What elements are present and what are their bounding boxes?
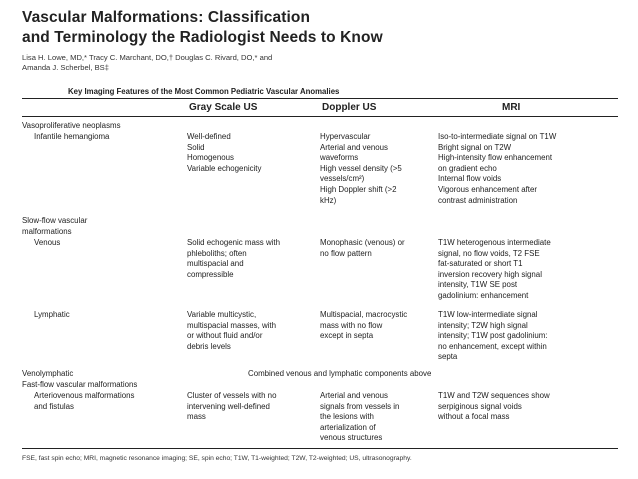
row-label-arteriovenous-malformations: Arteriovenous malformations and fistulas <box>34 391 135 411</box>
table-bottom-rule <box>22 448 618 449</box>
cell-venous-mri: T1W heterogenous intermediate signal, no flow voids, T2 FSE fat-saturated or short T1 inversion recovery high signal intensity, T1W SE post gadolinium: enhancement <box>438 238 551 300</box>
cell-avm-doppler: Arterial and venous signals from vessels in the lesions with arterialization of venous structures <box>320 391 400 443</box>
column-header-doppler-us: Doppler US <box>322 102 377 113</box>
cell-lymphatic-gray-scale: Variable multicystic, multispacial masses, with or without fluid and/or debris levels <box>187 310 277 351</box>
table-top-rule <box>22 98 618 99</box>
row-label-venous: Venous <box>34 238 61 247</box>
authors-line-1: Lisa H. Lowe, MD,* Tracy C. Marchant, DO,† Douglas C. Rivard, DO,* and <box>22 53 273 62</box>
row-label-venolymphatic: Venolymphatic <box>22 369 74 378</box>
cell-lymphatic-mri: T1W low-intermediate signal intensity; T2W high signal intensity; T1W post gadolinium: no enhancement, except within septa <box>438 310 548 362</box>
cell-venous-doppler: Monophasic (venous) or no flow pattern <box>320 238 405 258</box>
column-header-mri: MRI <box>502 102 521 113</box>
title-line-1: Vascular Malformations: Classification <box>22 9 311 26</box>
cell-avm-mri: T1W and T2W sequences show serpiginous signal voids without a focal mass <box>438 391 550 422</box>
table-footnote: FSE, fast spin echo; MRI, magnetic resonance imaging; SE, spin echo; T1W, T1-weighted; T2W, T2-weighted; US, ultrasonography. <box>22 455 412 462</box>
row-label-fast-flow-malformations: Fast-flow vascular malformations <box>22 380 138 389</box>
authors-line-2: Amanda J. Scherbel, BS‡ <box>22 62 109 72</box>
author-list <box>22 53 272 72</box>
cell-infantile-hemangioma-doppler: Hypervascular Arterial and venous waveforms High vessel density (>5 vessels/cm²) High Doppler shift (>2 kHz) <box>320 132 402 205</box>
title-line-2: and Terminology the Radiologist Needs to Know <box>22 29 383 46</box>
column-header-gray-scale-us: Gray Scale US <box>189 102 258 113</box>
cell-avm-gray-scale: Cluster of vessels with no intervening well-defined mass <box>187 391 277 422</box>
table-title: Key Imaging Features of the Most Common Pediatric Vascular Anomalies <box>68 87 340 96</box>
row-label-slow-flow-malformations: Slow-flow vascular malformations <box>22 216 88 236</box>
row-label-infantile-hemangioma: Infantile hemangioma <box>34 132 110 141</box>
row-label-lymphatic: Lymphatic <box>34 310 70 319</box>
paper-title <box>22 8 383 48</box>
cell-infantile-hemangioma-mri: Iso-to-intermediate signal on T1W Bright signal on T2W High-intensity flow enhancement on gradient echo Internal flow voids Vigorous enhancement after contrast administration <box>438 132 557 205</box>
table-header-rule <box>22 116 618 117</box>
cell-venous-gray-scale: Solid echogenic mass with phleboliths; often multispacial and compressible <box>187 238 280 279</box>
cell-lymphatic-doppler: Multispacial, macrocystic mass with no flow except in septa <box>320 310 408 341</box>
cell-infantile-hemangioma-gray-scale: Well-defined Solid Homogenous Variable echogenicity <box>187 132 262 173</box>
cell-venolymphatic-combined: Combined venous and lymphatic components above <box>248 369 432 378</box>
row-label-vasoproliferative-neoplasms: Vasoproliferative neoplasms <box>22 121 121 130</box>
